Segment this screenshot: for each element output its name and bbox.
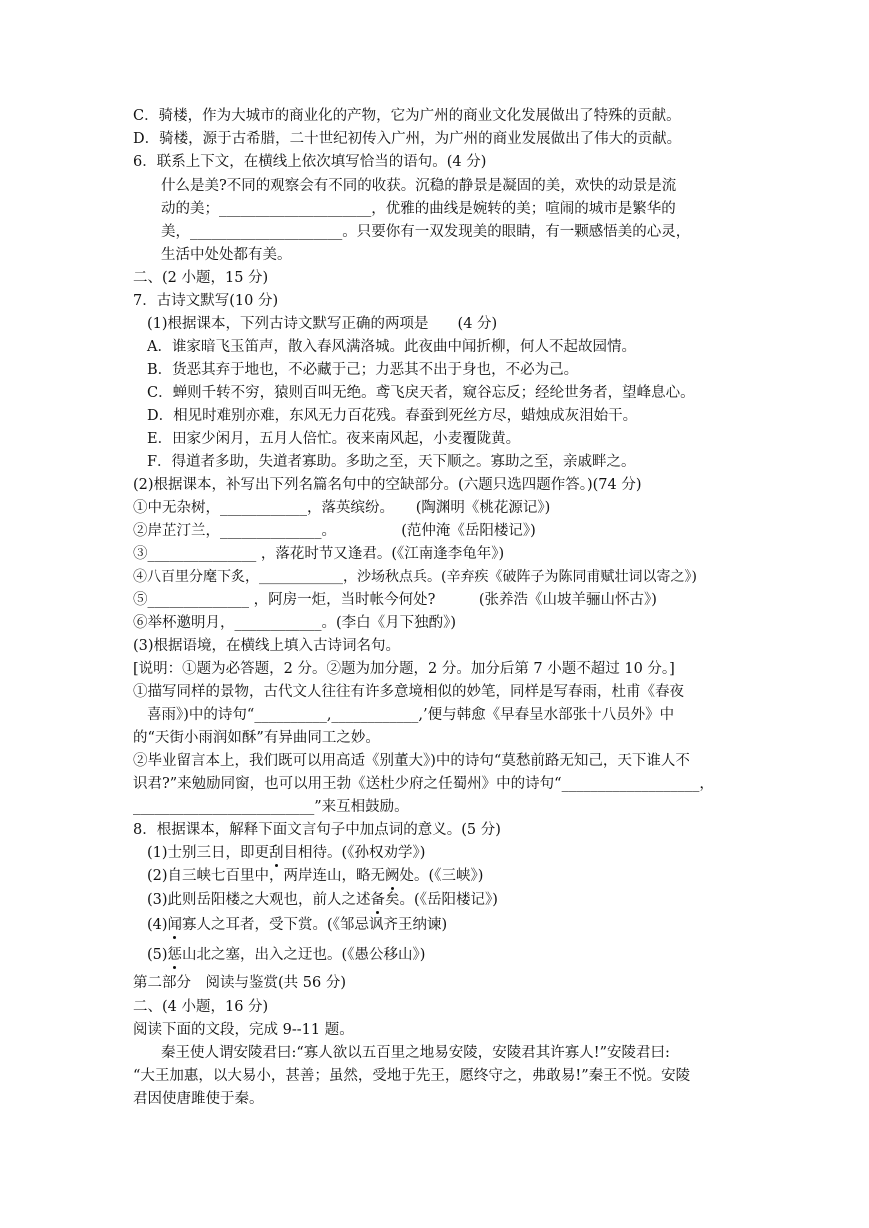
q8-item-4-text-post: 寡人之耳者，受下赏。(《邹忌讽齐王纳谏) xyxy=(182,917,448,933)
q7-option-e: E．田家少闲月，五月人倍忙。夜来南风起，小麦覆陇黄。 xyxy=(147,431,521,447)
q5-option-c: C．骑楼，作为大城市的商业化的产物，它为广州的商业文化发展做出了特殊的贡献。 xyxy=(133,108,681,124)
q8-item-4-text-pre: (4) xyxy=(147,917,168,933)
q7-fill-3: ③_______________ ，落花时节又逢君。(《江南逢李龟年》) xyxy=(133,546,505,562)
q8-item-1-text-pre: (1)士别三日，即更 xyxy=(147,845,270,861)
q5-option-d: D．骑楼，源于古希腊，二十世纪初传入广州，为广州的商业发展做出了伟大的贡献。 xyxy=(133,131,682,147)
q7-context-2-line-3: _________________________”来互相鼓励。 xyxy=(133,799,409,815)
q8-item-4 xyxy=(147,915,447,935)
q7-fill-1: ①中无杂树，____________，落英缤纷。 (陶渊明《桃花源记》) xyxy=(133,500,551,516)
q8-item-1 xyxy=(147,843,425,863)
q7-note: [说明：①题为必答题，2 分。②题为加分题，2 分。加分后第 7 小题不超过 10 分。] xyxy=(133,661,675,677)
q7-stem: 7．古诗文默写(10 分) xyxy=(133,293,279,309)
q7-context-2-line-2: 识君?”来勉励同窗，也可以用王勃《送杜少府之任蜀州》中的诗句“___________________， xyxy=(133,776,714,792)
q8-item-1-text-post: 目相待。(《孙权劝学》) xyxy=(283,845,426,861)
q8-item-3-text-post: 矣。(《岳阳楼记》) xyxy=(385,892,498,908)
q6-line-2: 动的美；_____________________，优雅的曲线是婉转的美；喧闹的城市是繁华的 xyxy=(161,201,676,217)
reading-intro: 阅读下面的文段，完成 9--11 题。 xyxy=(133,1022,354,1038)
q8-item-5-text-pre: (5) xyxy=(147,947,168,963)
part-2-heading: 第二部分 阅读与鉴赏(共 56 分) xyxy=(133,975,346,991)
q8-item-1-dotted-word: 刮 xyxy=(269,845,284,861)
q8-item-3-dotted-word: 备 xyxy=(370,892,386,908)
q7-fill-4: ④八百里分麾下炙，____________，沙场秋点兵。(辛弃疾《破阵子为陈同甫赋壮词以寄之》) xyxy=(133,569,697,585)
q7-context-2-line-1: ②毕业留言本上，我们既可以用高适《别董大》)中的诗句“莫愁前路无知己，天下谁人不 xyxy=(133,753,690,769)
q6-line-3: 美，_____________________。只要你有一双发现美的眼睛，有一颗感悟美的心灵， xyxy=(161,224,691,240)
section-2-heading: 二、(2 小题，15 分) xyxy=(133,270,269,286)
reading-paragraph-line-2: “大王加惠，以大易小，甚善；虽然，受地于先王，愿终守之，弗敢易!”秦王不悦。安陵 xyxy=(133,1068,691,1084)
q8-item-5 xyxy=(147,945,425,965)
q7-option-c: C．蝉则千转不穷，猿则百叫无绝。鸢飞戾天者，窥谷忘反；经纶世务者，望峰息心。 xyxy=(147,385,695,401)
q8-stem: 8．根据课本，解释下面文言句子中加点词的意义。(5 分) xyxy=(133,822,501,838)
q7-fill-5: ⑤______________ ，阿房一炬，当时帐今何处? (张养浩《山坡羊骊山怀古》) xyxy=(133,592,657,608)
q6-line-1: 什么是美?不同的观察会有不同的收获。沉稳的静景是凝固的美，欢快的动景是流 xyxy=(161,178,677,194)
q8-item-3 xyxy=(147,890,498,910)
q7-option-b: B．货恶其弃于地也，不必藏于己；力恶其不出于身也，不必为己。 xyxy=(147,362,579,378)
q7-context-1-line-1: ①描写同样的景物，古代文人往往有许多意境相似的妙笔，同样是写春雨，杜甫《春夜 xyxy=(133,684,684,700)
reading-paragraph-line-3: 君因使唐雎使于秦。 xyxy=(133,1091,264,1107)
q7-context-1-line-3: 的“天街小雨润如酥”有异曲同工之妙。 xyxy=(133,730,380,746)
q7-context-1-line-2: 喜雨》)中的诗句“__________,____________,’便与韩愈《早春呈水部张十八员外》中 xyxy=(147,707,675,723)
q7-option-a: A．谁家暗飞玉笛声，散入春风满洛城。此夜曲中闻折柳，何人不起故园情。 xyxy=(147,339,636,355)
q8-item-2-text-post: 处。(《三峡》) xyxy=(399,868,484,884)
q8-item-5-dotted-word: 惩 xyxy=(167,947,183,963)
q7-option-d: D．相见时难别亦难，东风无力百花残。春蚕到死丝方尽，蜡烛成灰泪始干。 xyxy=(147,408,638,424)
q6-line-4: 生活中处处都有美。 xyxy=(161,247,292,263)
q8-item-4-dotted-word: 闻 xyxy=(167,917,183,933)
q7-fill-6: ⑥举杯邀明月，____________。(李白《月下独酌》) xyxy=(133,615,457,631)
q7-sub-3: (3)根据语境，在横线上填入古诗词名句。 xyxy=(133,638,401,654)
q8-item-3-text-pre: (3)此则岳阳楼之大观也，前人之述 xyxy=(147,892,371,908)
q8-item-5-text-post: 山北之塞，出入之迂也。(《愚公移山》) xyxy=(182,947,426,963)
q6-stem: 6．联系上下文，在横线上依次填写恰当的语句。(4 分) xyxy=(133,154,487,170)
reading-paragraph-line-1: 秦王使人谓安陵君曰:“寡人欲以五百里之地易安陵，安陵君其许寡人!”安陵君曰: xyxy=(161,1045,670,1061)
q7-sub-1: (1)根据课本，下列古诗文默写正确的两项是 (4 分) xyxy=(147,316,498,332)
q7-option-f: F．得道者多助，失道者寡助。多助之至，天下顺之。寡助之至，亲戚畔之。 xyxy=(147,454,636,470)
section-3-heading: 二、(4 小题，16 分) xyxy=(133,999,269,1015)
q8-item-2-dotted-word: 阙 xyxy=(385,868,400,884)
q7-sub-2: (2)根据课本，补写出下列名篇名句中的空缺部分。(六题只选四题作答。)(74 分) xyxy=(133,477,642,493)
q8-item-2-text-pre: (2)自三峡七百里中，两岸连山，略无 xyxy=(147,868,386,884)
q7-fill-2: ②岸芷汀兰，______________。 (范仲淹《岳阳楼记》) xyxy=(133,523,536,539)
q8-item-2 xyxy=(147,866,483,886)
